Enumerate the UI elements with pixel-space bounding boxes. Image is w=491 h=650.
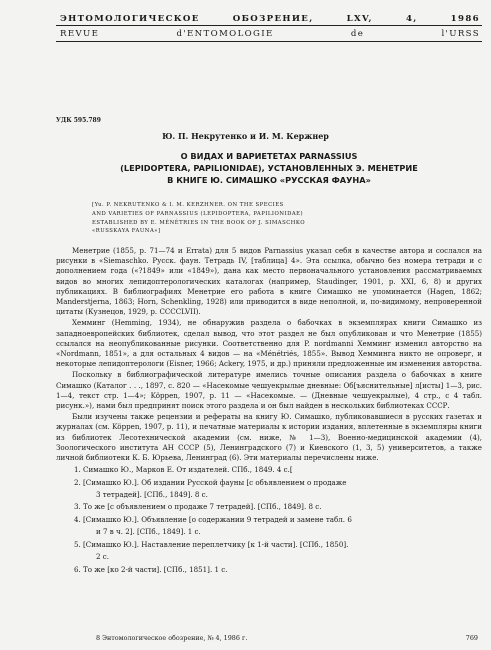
- header-rule-top: [56, 25, 482, 26]
- reference-item: 4. [Симашко Ю.]. Объявление [о содержании 9 тетрадей и замене табл. 6: [74, 514, 352, 524]
- reference-item-continuation: 2 с.: [96, 552, 109, 562]
- reference-item: 3. То же [с объявлением о продаже 7 тетрадей]. [СПб., 1849]. 8 с.: [74, 502, 322, 512]
- abstract-line: AND VARIETIES OF PARNASSIUS (LEPIDOPTERA, PAPILIONIDAE): [92, 210, 304, 217]
- body-paragraph: Хемминг (Hemming, 1934), не обнаружив раздела о бабочках в экземплярах книги Симашко из западноевропейских библиотек, сделал вывод, что этот раздел не был опубликован и что Менетрие (1855) ссылался на неопубликованные рисунки. Соответственно для P. nordmanni Хемминг изменил авторство на «Nordmann, 1851», а для остальных 4 видов — на «Ménétriés, 1855». Вывод Хемминга никто не опроверг, и некоторые лепидоптерологи (Eisner, 1966; Ackery, 1975, и др.) приняли предложенные им изменения авторства.: [56, 318, 482, 369]
- title-line: О ВИДАХ И ВАРИЕТЕТАХ PARNASSIUS: [180, 151, 358, 161]
- reference-item: 1. Симашко Ю., Марков Е. От издателей. СПб., 1849. 4 с.[: [74, 465, 293, 475]
- english-title-block: [92, 201, 442, 236]
- reference-item-continuation: 3 тетрадей]. [СПб., 1849]. 8 с.: [96, 490, 208, 500]
- journal-title-russian: ЭНТОМОЛОГИЧЕСКОЕ ОБОЗРЕНИЕ, LXV, 4, 1986: [60, 14, 480, 24]
- title-line: (LEPIDOPTERA, PAPILIONIDAE), УСТАНОВЛЕННЫХ Э. МЕНЕТРИЕ: [120, 163, 418, 174]
- article-body: [56, 246, 482, 576]
- page-number: 769: [465, 634, 478, 642]
- article-authors: Ю. П. Некрутенко и И. М. Кержнер: [162, 131, 329, 141]
- reference-item-continuation: и 7 в ч. 2]. [СПб., 1849]. 1 с.: [96, 527, 201, 537]
- body-paragraph: Менетрие (1855, p. 71—74 и Errata) для 5 видов Parnassius указал себя в качестве автора и сослался на рисунки в «Siemaschko. Русск. фаун. Тетрадь IV, [таблица] 4». Эта ссылка, обычно без номера тетради и с дополнением года («?1849» или «1849»), дана как место первоначального установления рассматриваемых видов во многих лепидоптерологических каталогах (например, Staudinger, 1901, p. XXI, 6, 8) и других публикациях. В библиографиях Менетрие его работа в книге Симашко не упоминается (Hagen, 1862; Manderstjerna, 1863; Horn, Schenkling, 1928) или приводится в виде неполной, и, по-видимому, непроверенной цитаты (Кузнецов, 1929, р. CCCCLVII).: [56, 246, 482, 317]
- article-title: [56, 150, 482, 187]
- udk-code: УДК 595.789: [56, 117, 101, 124]
- footer-journal-info: 8 Энтомологическое обозрение, № 4, 1986 г.: [96, 634, 248, 642]
- reference-item: 2. [Симашко Ю.]. Об издании Русской фауны [с объявлением о продаже: [74, 477, 347, 487]
- reference-item: 5. [Симашко Ю.]. Наставление переплетчику [к 1-й части]. [СПб., 1850].: [74, 539, 349, 549]
- abstract-line: ESTABLISHED BY E. MÉNÉTRIES IN THE BOOK OF J. SIMASCHKO: [92, 219, 306, 226]
- abstract-line: «RUSSKAYA FAUNA»]: [92, 228, 161, 235]
- title-line: В КНИГЕ Ю. СИМАШКО «РУССКАЯ ФАУНА»: [167, 175, 371, 186]
- abstract-line: [Yu. P. NEKRUTENKO & I. M. KERZHNER. ON THE SPECIES: [92, 202, 284, 208]
- journal-title-french: REVUE d'ENTOMOLOGIE de l'URSS: [60, 29, 480, 39]
- body-paragraph: Поскольку в библиографической литературе имелись точные описания раздела о бабочках в книге Симашко (Каталог . . ., 1897, с. 820 — «Насекомые чешуекрылые дневные: Об[ъяснительные] л[исты] 1—3, рис. 1—4, текст стр. 1—4»; Köppen, 1907, p. 11 — «Насекомые. — (Дневные чешуекрылые), 4 стр., с 4 табл. рисунк.»), нами был предпринят поиск этого раздела и он был найден в нескольких библиотеках СССР.: [56, 370, 482, 411]
- body-paragraph: Были изучены также рецензии и рефераты на книгу Ю. Симашко, публиковавшиеся в русских газетах и журналах (см. Köppen, 1907, p. 11), и печатные материалы к истории издания, вплетенные в экземпляры книги из библиотек Лесотехнической академии (см. ниже, № 1—3), Военно-медицинской академии (4), Зоологического института АН СССР (5), Ленинградского (7) и Киевского (1, 3, 5) университетов, а также личной библиотеки К. Б. Юрьева, Ленинград (6). Эти материалы перечислены ниже.: [56, 412, 482, 463]
- header-rule-bottom: [56, 41, 482, 42]
- reference-item: 6. То же [ко 2-й части]. [СПб., 1851]. 1 с.: [74, 564, 228, 574]
- reference-list: [56, 464, 482, 576]
- page-footer: [56, 634, 482, 642]
